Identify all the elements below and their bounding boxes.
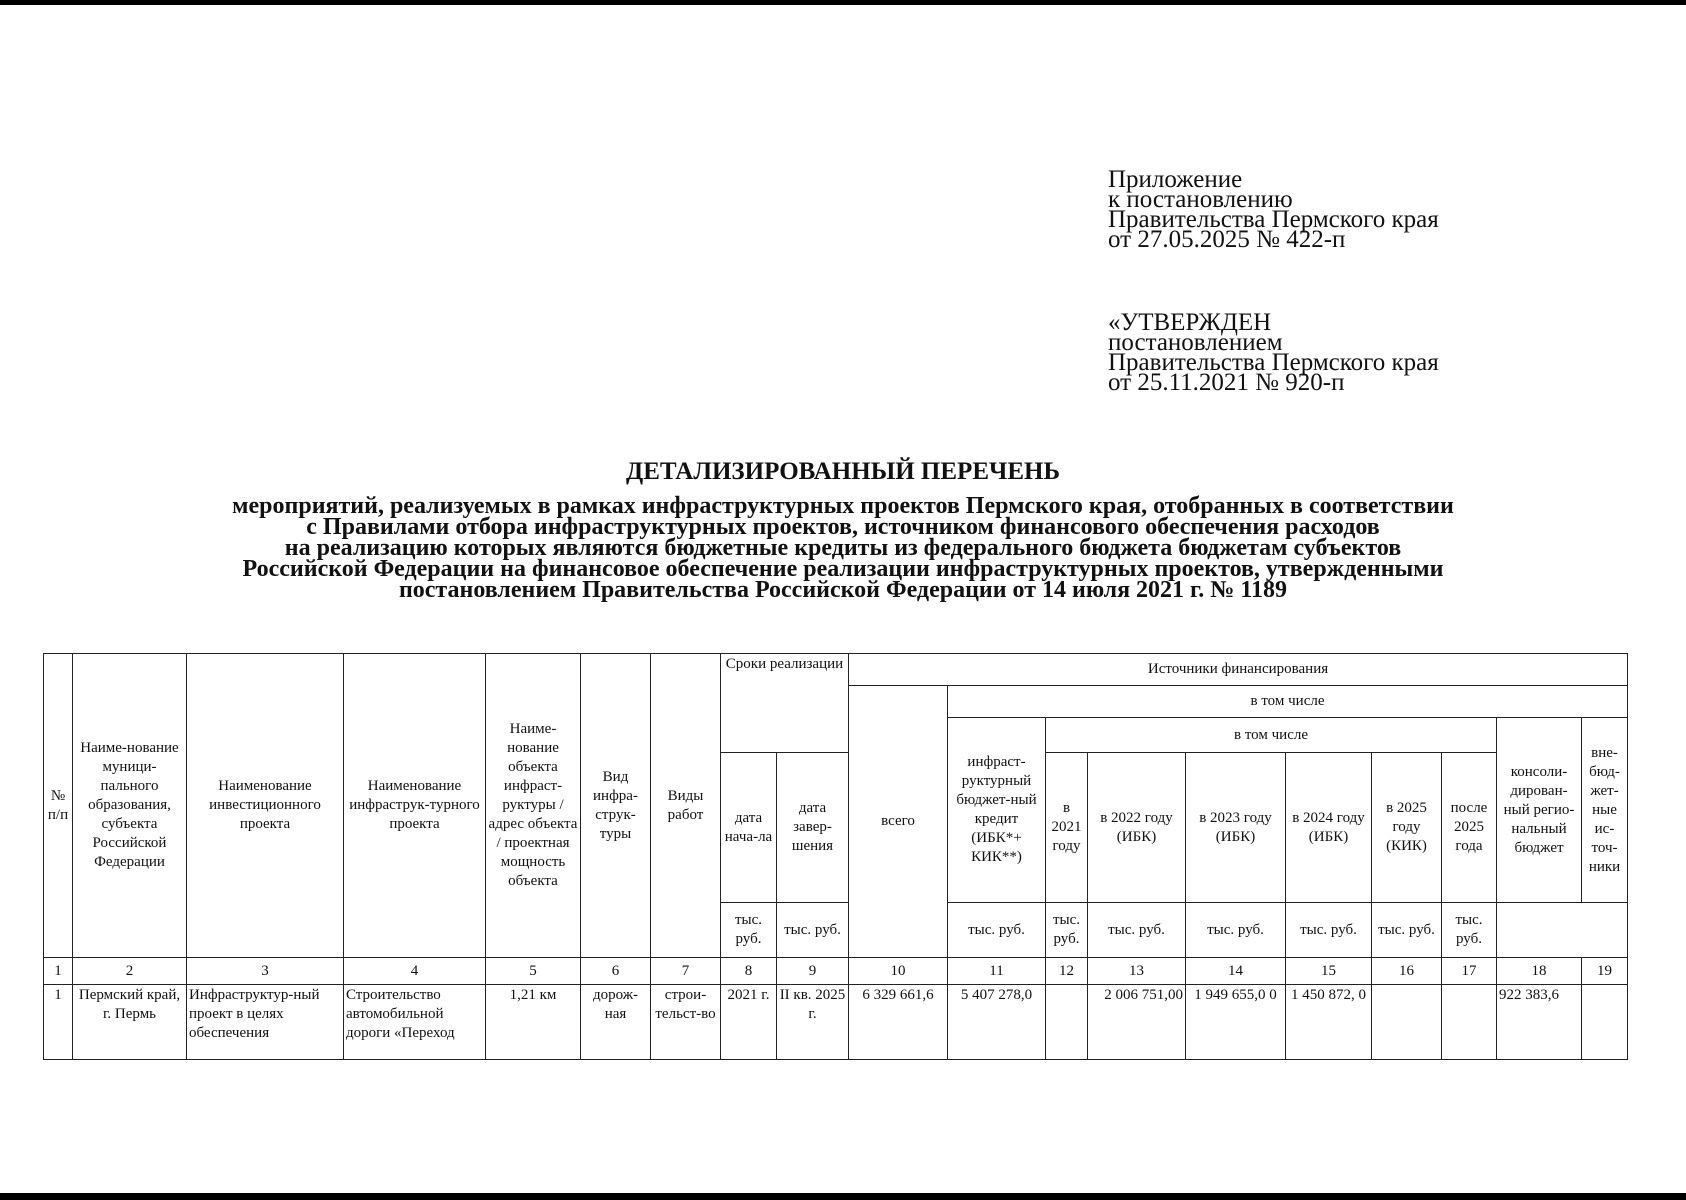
colnum-1: 1 — [44, 958, 73, 985]
unit-col-14: тыс. руб. — [1046, 903, 1088, 958]
document-title: ДЕТАЛИЗИРОВАННЫЙ ПЕРЕЧЕНЬ — [626, 458, 1060, 485]
document-subtitle — [0, 493, 1686, 603]
row1-y2023: 1 949 655,0 0 — [1186, 985, 1286, 1060]
row1-y2024: 1 450 872, 0 — [1286, 985, 1372, 1060]
subtitle-line-5: постановлением Правительства Российской Федерации от 14 июля 2021 г. № 1189 — [398, 577, 1288, 603]
colnum-2: 2 — [73, 958, 187, 985]
header-infra-credit: инфраст-руктурный бюджет-ный кредит (ИБК*+ КИК**) — [948, 718, 1046, 903]
row1-infra-project: Строительство автомобильной дороги «Переход — [344, 985, 486, 1060]
subtitle-line-1: мероприятий, реализуемых в рамках инфраструктурных проектов Пермского края, отобранных в соответствии — [232, 493, 1454, 519]
row1-infra-credit: 5 407 278,0 — [948, 985, 1046, 1060]
header-y2025: в 2025 году (КИК) — [1372, 753, 1442, 903]
header-municipality: Наиме-нование муници-пального образования, субъекта Российской Федерации — [73, 654, 187, 958]
unit-col-12: тыс. руб. — [777, 903, 849, 958]
table-row — [44, 985, 1628, 1060]
row1-work-types: строи-тельст-во — [651, 985, 721, 1060]
unit-col-13: тыс. руб. — [948, 903, 1046, 958]
header-y2024: в 2024 году (ИБК) — [1286, 753, 1372, 903]
row1-regional-budget: 922 383,6 — [1497, 985, 1582, 1060]
annex-line-2: к постановлению — [1108, 186, 1293, 213]
projects-table — [43, 653, 1628, 1060]
unit-col-15: тыс. руб. — [1088, 903, 1186, 958]
header-y2022: в 2022 году (ИБК) — [1088, 753, 1186, 903]
colnum-10: 10 — [849, 958, 948, 985]
header-work-types: Виды работ — [651, 654, 721, 958]
row1-total: 6 329 661,6 — [849, 985, 948, 1060]
row1-y2022: 2 006 751,00 — [1088, 985, 1186, 1060]
colnum-19: 19 — [1582, 958, 1628, 985]
row1-end-date: II кв. 2025 г. — [777, 985, 849, 1060]
approved-line-2: постановлением — [1108, 329, 1283, 356]
row1-extrabudget — [1582, 985, 1628, 1060]
unit-col-18: тыс. руб. — [1372, 903, 1442, 958]
header-including: в том числе — [948, 686, 1628, 718]
bottom-border-line — [0, 1193, 1686, 1200]
subtitle-line-3: на реализацию которых являются бюджетные кредиты из федерального бюджета бюджетам субъектов — [284, 535, 1402, 561]
row1-infra-type: дорож-ная — [581, 985, 651, 1060]
colnum-8: 8 — [721, 958, 777, 985]
approved-line-1: «УТВЕРЖДЕН — [1108, 309, 1272, 336]
header-num: № п/п — [44, 654, 73, 958]
header-y2021: в 2021 году — [1046, 753, 1088, 903]
header-start-date: дата нача-ла — [721, 753, 777, 903]
annex-line-3: Правительства Пермского края — [1108, 206, 1439, 233]
unit-col-17: тыс. руб. — [1286, 903, 1372, 958]
annex-line-4: от 27.05.2025 № 422-п — [1108, 226, 1346, 253]
unit-col-16: тыс. руб. — [1186, 903, 1286, 958]
row1-infra-object: 1,21 км — [486, 985, 581, 1060]
header-after2025: после 2025 года — [1442, 753, 1497, 903]
header-infra-object: Наиме-нование объекта инфраст-руктуры / адрес объекта / проектная мощность объекта — [486, 654, 581, 958]
unit-col-19: тыс. руб. — [1442, 903, 1497, 958]
row1-y2021 — [1046, 985, 1088, 1060]
header-infra-project: Наименование инфраструк-турного проекта — [344, 654, 486, 958]
unit-col-11: тыс. руб. — [721, 903, 777, 958]
top-border-line — [0, 0, 1686, 5]
header-regional-budget: консоли-дирован-ный регио-нальный бюджет — [1497, 718, 1582, 903]
colnum-9: 9 — [777, 958, 849, 985]
row1-municipality: Пермский край, г. Пермь — [73, 985, 187, 1060]
colnum-15: 15 — [1286, 958, 1372, 985]
colnum-5: 5 — [486, 958, 581, 985]
header-extrabudget: вне-бюд-жет-ные ис-точ-ники — [1582, 718, 1628, 903]
header-terms: Сроки реализации — [721, 654, 849, 753]
header-including-2: в том числе — [1046, 718, 1497, 753]
colnum-18: 18 — [1497, 958, 1582, 985]
annex-block — [1108, 166, 1439, 253]
colnum-6: 6 — [581, 958, 651, 985]
row1-num: 1 — [44, 985, 73, 1060]
row1-after2025 — [1442, 985, 1497, 1060]
header-total: всего — [849, 686, 948, 958]
column-numbers-row — [44, 958, 1628, 985]
colnum-17: 17 — [1442, 958, 1497, 985]
header-investment-project: Наименование инвестиционного проекта — [187, 654, 344, 958]
colnum-16: 16 — [1372, 958, 1442, 985]
row1-start-date: 2021 г. — [721, 985, 777, 1060]
colnum-11: 11 — [948, 958, 1046, 985]
row1-investment-project: Инфраструктур-ный проект в целях обеспечения — [187, 985, 344, 1060]
header-funding-sources: Источники финансирования — [849, 654, 1628, 686]
colnum-13: 13 — [1088, 958, 1186, 985]
approved-block — [1108, 309, 1439, 396]
header-y2023: в 2023 году (ИБК) — [1186, 753, 1286, 903]
colnum-14: 14 — [1186, 958, 1286, 985]
subtitle-line-4: Российской Федерации на финансовое обеспечение реализации инфраструктурных проектов, утвержденными — [242, 556, 1444, 582]
colnum-7: 7 — [651, 958, 721, 985]
colnum-3: 3 — [187, 958, 344, 985]
approved-line-4: от 25.11.2021 № 920-п — [1108, 369, 1345, 396]
header-end-date: дата завер-шения — [777, 753, 849, 903]
colnum-12: 12 — [1046, 958, 1088, 985]
header-infra-type: Вид инфра-струк-туры — [581, 654, 651, 958]
annex-line-1: Приложение — [1108, 166, 1243, 193]
approved-line-3: Правительства Пермского края — [1108, 349, 1439, 376]
subtitle-line-2: с Правилами отбора инфраструктурных проектов, источником финансового обеспечения расходов — [306, 514, 1380, 540]
row1-y2025 — [1372, 985, 1442, 1060]
colnum-4: 4 — [344, 958, 486, 985]
